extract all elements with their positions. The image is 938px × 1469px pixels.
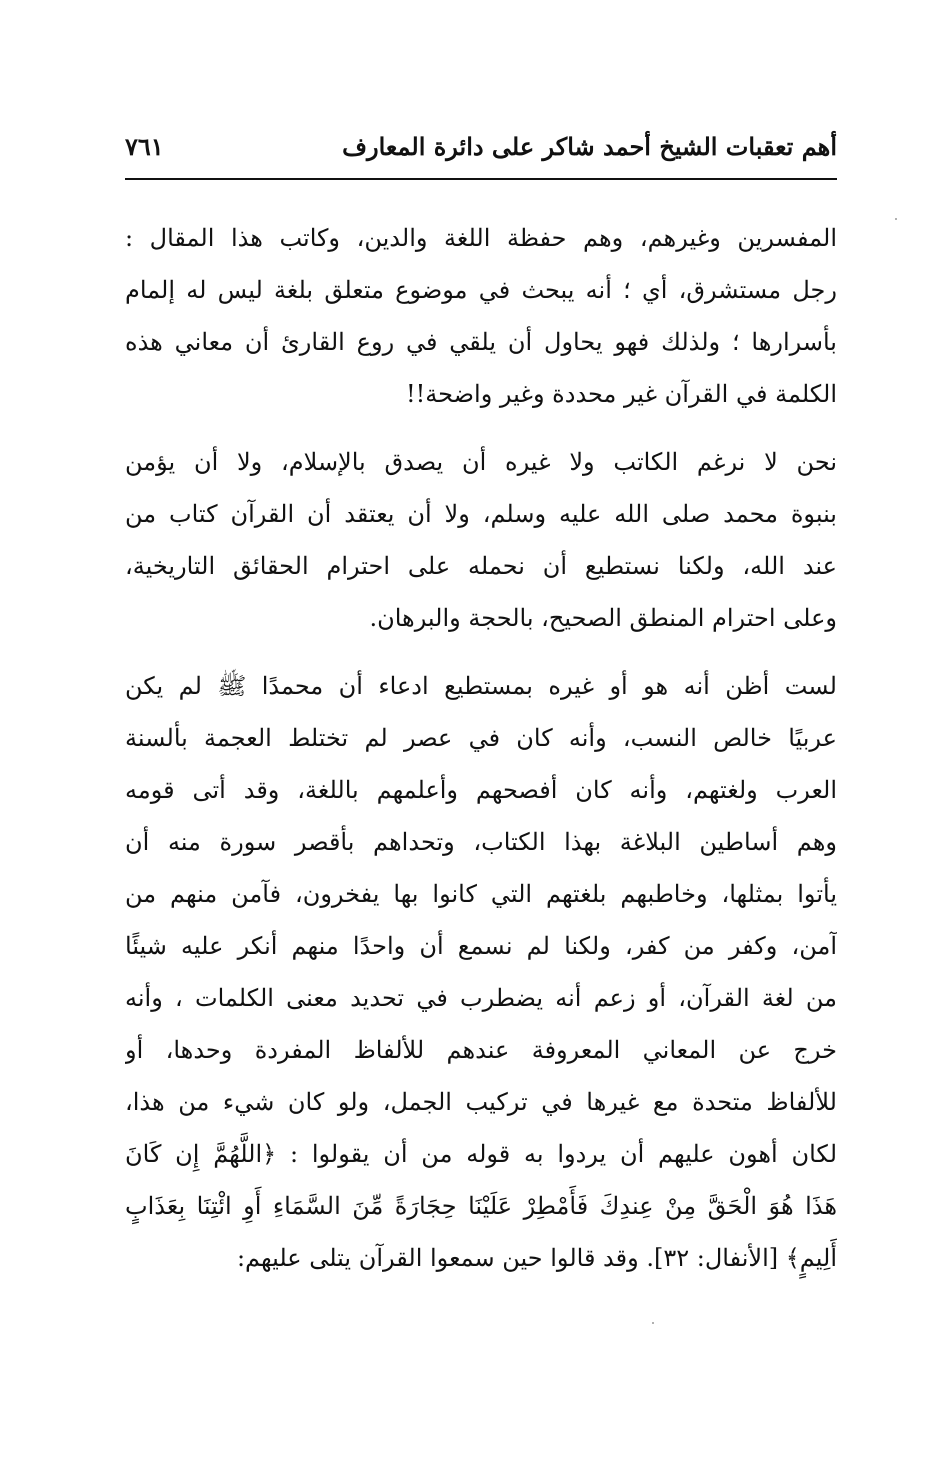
text-line: رجل مستشرق، أي ؛ أنه يبحث في موضوع متعلق بلغة ليس له إلمام: [125, 276, 837, 304]
text-line: آمن، وكفر من كفر، ولكنا لم نسمع أن واحدًا منهم أنكر عليه شيئًا: [125, 932, 837, 960]
paragraph: [125, 212, 837, 420]
scan-speck: [895, 218, 897, 220]
text-line: خرج عن المعاني المعروفة عندهم للألفاظ المفردة وحدها، أو: [125, 1036, 837, 1064]
page-number: ٧٦١: [125, 132, 164, 161]
text-line: المفسرين وغيرهم، وهم حفظة اللغة والدين، وكاتب هذا المقال :: [125, 224, 837, 252]
text-line: عربيًا خالص النسب، وأنه كان في عصر لم تختلط العجمة بألسنة: [125, 724, 837, 752]
paragraph: [125, 660, 837, 1284]
text-line: عند الله، ولكنا نستطيع أن نحمله على احترام الحقائق التاريخية،: [125, 552, 837, 580]
text-line: وعلى احترام المنطق الصحيح، بالحجة والبرهان.: [369, 604, 837, 632]
header-rule: [125, 178, 837, 180]
text-line: العرب ولغتهم، وأنه كان أفصحهم وأعلمهم باللغة، وقد أتى قومه: [125, 776, 837, 804]
text-line: من لغة القرآن، أو زعم أنه يضطرب في تحديد معنى الكلمات ، وأنه: [125, 984, 837, 1012]
quran-verse-line: لكان أهون عليهم أن يردوا به قوله من أن يقولوا : ﴿اللَّهُمَّ إِن كَانَ: [125, 1140, 837, 1168]
text-line: وهم أساطين البلاغة بهذا الكتاب، وتحداهم بأقصر سورة منه أن: [125, 828, 837, 856]
text-line: بأسرارها ؛ ولذلك فهو يحاول أن يلقي في روع القارئ أن معاني هذه: [125, 328, 837, 356]
text-line: يأتوا بمثلها، وخاطبهم بلغتهم التي كانوا بها يفخرون، فآمن منهم من: [125, 880, 837, 908]
text-line: بنبوة محمد صلى الله عليه وسلم، ولا أن يعتقد أن القرآن كتاب من: [125, 500, 837, 528]
page-header: [125, 128, 837, 172]
quran-verse-line: أَلِيمٍ﴾ [الأنفال: ٣٢]. وقد قالوا حين سمعوا القرآن يتلى عليهم:: [236, 1244, 837, 1272]
text-line: الكلمة في القرآن غير محددة وغير واضحة!!: [406, 380, 837, 408]
text-line: لست أظن أنه هو أو غيره بمستطيع ادعاء أن محمدًا ﷺ لم يكن: [125, 672, 837, 700]
running-title: أهم تعقبات الشيخ أحمد شاكر على دائرة المعارف: [342, 132, 837, 161]
text-line: للألفاظ متحدة مع غيرها في تركيب الجمل، ولو كان شيء من هذا،: [125, 1088, 837, 1116]
body-text: [125, 212, 837, 1300]
text-line: نحن لا نرغم الكاتب ولا غيره أن يصدق بالإسلام، ولا أن يؤمن: [125, 448, 837, 476]
paragraph: [125, 436, 837, 644]
quran-verse-line: هَذَا هُوَ الْحَقَّ مِنْ عِندِكَ فَأَمْطِرْ عَلَيْنَا حِجَارَةً مِّنَ السَّمَاءِ أَوِ ائْتِنَا بِعَذَابٍ: [125, 1192, 837, 1220]
scan-speck: [652, 1322, 654, 1324]
